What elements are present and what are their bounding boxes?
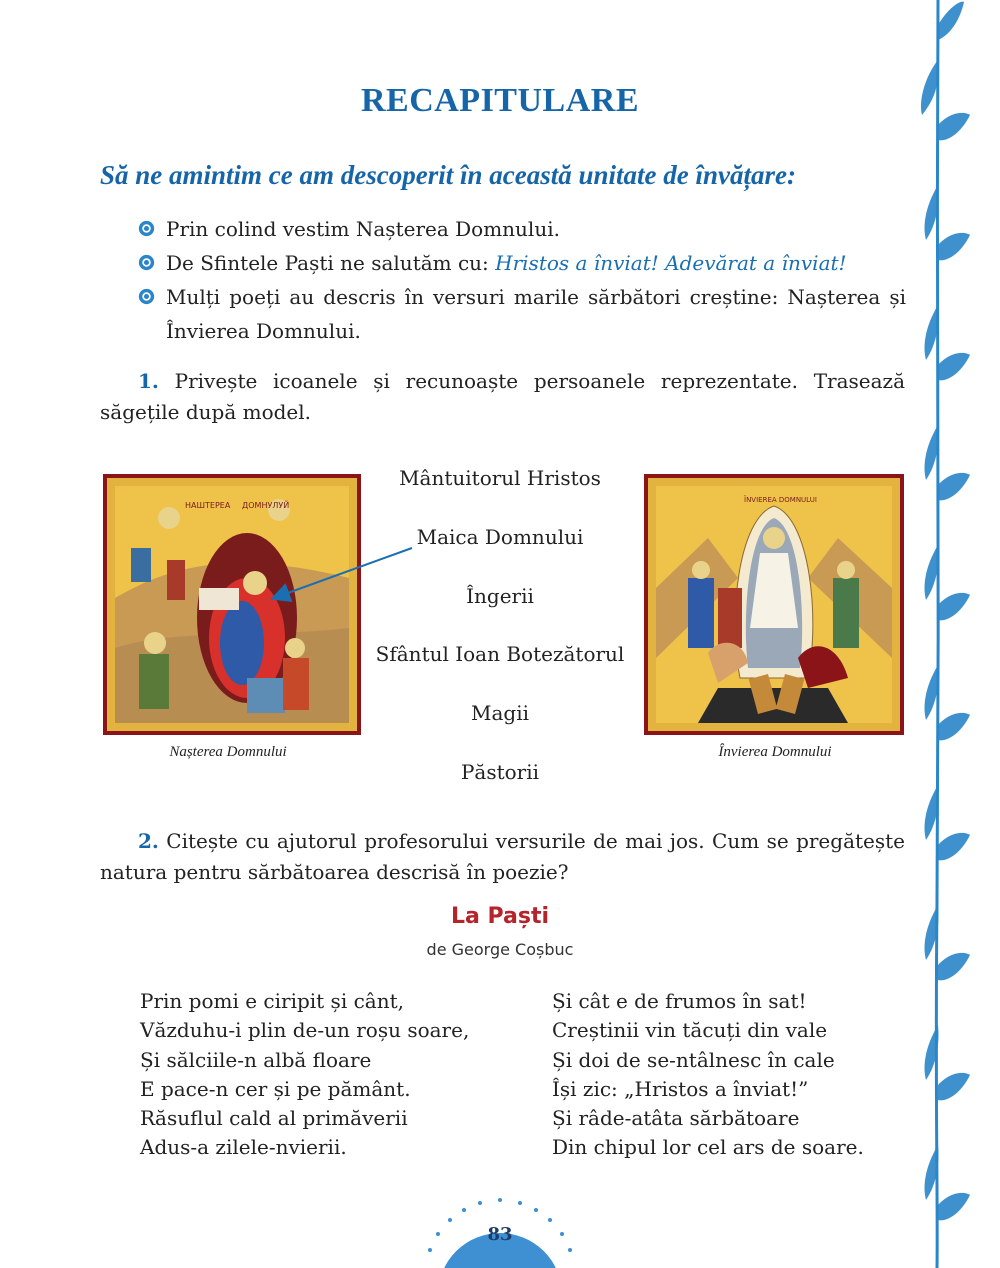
exercise-text: Privește icoanele și recunoaște persoanele reprezentate. Trasează săgețile după model. (100, 369, 905, 424)
resurrection-painting (648, 478, 900, 731)
name-item: Magii (471, 701, 529, 726)
poem-line: Răsuflul cald al primăverii (140, 1106, 408, 1131)
poem-line: Și sălciile-n albă floare (140, 1047, 372, 1072)
poem-stanza-left (140, 987, 469, 1163)
list-item-text: Prin colind vestim Nașterea Domnului. (166, 217, 560, 241)
name-item: Îngerii (466, 583, 534, 608)
poem-line: Și doi de se-ntâlnesc în cale (552, 1047, 835, 1072)
list-item-text: Mulți poeți au descris în versuri marile sărbători creștine: Nașterea și Învierea Domnului. (166, 285, 906, 343)
icon-inscription-left: НАШТЕРЕА (185, 501, 231, 510)
poem-stanza-right (552, 987, 864, 1163)
exercise-1-prompt (100, 366, 905, 428)
poem-line: Și râde-atâta sărbătoare (552, 1106, 800, 1131)
poem-author: de George Coșbuc (426, 940, 574, 959)
resurrection-caption: Învierea Domnului (718, 744, 832, 760)
name-item: Maica Domnului (416, 524, 584, 549)
page-number: 83 (487, 1224, 513, 1245)
icon-inscription: ÎNVIEREA DOMNULUI (744, 496, 817, 504)
poem-title: La Paști (450, 904, 550, 929)
exercise-2-prompt (100, 826, 905, 888)
list-item (138, 246, 906, 280)
list-item (138, 212, 906, 246)
nativity-painting (107, 478, 357, 731)
greeting-highlight: Hristos a înviat! Adevărat a înviat! (495, 251, 847, 275)
poem-line: Creștinii vin tăcuți din vale (552, 1018, 828, 1043)
nativity-caption: Nașterea Domnului (169, 744, 287, 760)
names-list (360, 460, 640, 813)
poem-line: Din chipul lor cel ars de soare. (552, 1135, 864, 1160)
poem-line: Adus-a zilele-nvierii. (140, 1135, 347, 1160)
list-item-text: De Sfintele Paști ne salutăm cu: (166, 251, 496, 275)
name-item: Mântuitorul Hristos (399, 466, 601, 490)
nativity-icon-image (103, 474, 361, 735)
poem-line: Își zic: „Hristos a înviat!” (552, 1076, 809, 1101)
flower-bullet-icon (138, 254, 155, 271)
exercise-number: 1. (138, 369, 159, 393)
poem-line: E pace-n cer și pe pământ. (140, 1076, 411, 1101)
summary-list (138, 212, 906, 348)
decorative-vine (900, 0, 1000, 1268)
exercise-number: 2. (138, 829, 159, 853)
poem-line: Și cât e de frumos în sat! (552, 989, 807, 1013)
name-item: Sfântul Ioan Botezătorul (375, 642, 625, 667)
page-title: RECAPITULARE (360, 82, 640, 119)
poem-line: Prin pomi e ciripit și cânt, (140, 989, 404, 1013)
resurrection-icon-image (644, 474, 904, 735)
poem-line: Văzduhu-i plin de-un roșu soare, (140, 1018, 470, 1043)
section-subtitle: Să ne amintim ce am descoperit în această unitate de învățare: (100, 160, 796, 190)
name-item: Păstorii (460, 759, 540, 784)
exercise-text: Citește cu ajutorul profesorului versurile de mai jos. Cum se pregătește natura pentru sărbătoarea descrisă în poezie? (100, 829, 906, 884)
flower-bullet-icon (138, 220, 155, 237)
list-item (138, 280, 906, 348)
flower-bullet-icon (138, 288, 155, 305)
icon-inscription-right: ДОМНУЛУЙ (242, 501, 290, 510)
